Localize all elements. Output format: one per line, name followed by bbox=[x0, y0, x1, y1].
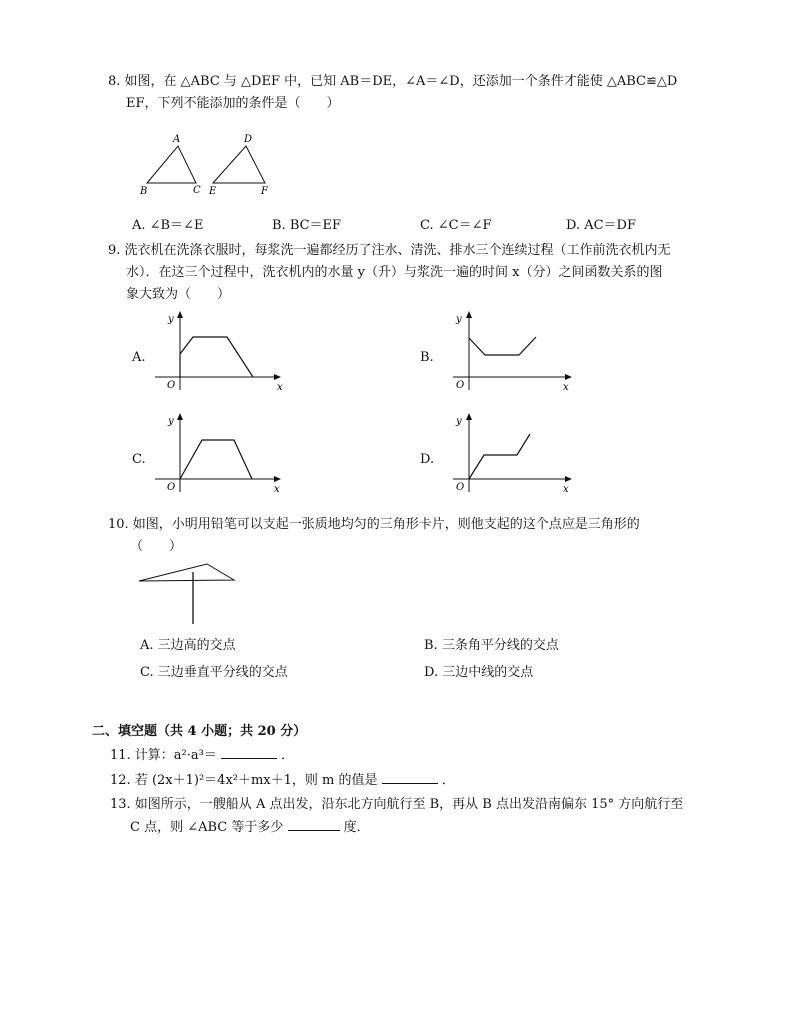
graph-b bbox=[448, 310, 578, 395]
triangle-def bbox=[213, 146, 265, 183]
q8-option-c[interactable]: C. ∠C＝∠F bbox=[420, 218, 492, 233]
q11-text: 11. 计算：a²·a³＝ bbox=[110, 748, 217, 763]
question-9 bbox=[108, 240, 708, 306]
q8-line1: 8. 如图，在 △ABC 与 △DEF 中，已知 AB＝DE，∠A＝∠D，还添加一个条件才能使 △ABC≌△D bbox=[108, 74, 678, 89]
q13-answer-blank[interactable] bbox=[288, 816, 340, 831]
graph-a-label[interactable]: A. bbox=[132, 350, 146, 365]
q9-line1: 9. 洗衣机在洗涤衣服时，每浆洗一遍都经历了注水、清洗、排水三个连续过程（工作前洗衣机内无 bbox=[108, 243, 671, 258]
graph-a-curve bbox=[180, 337, 253, 377]
triangle-card bbox=[139, 564, 234, 581]
q10-option-a[interactable]: A. 三边高的交点 bbox=[140, 638, 236, 653]
graph-d-label[interactable]: D. bbox=[420, 452, 435, 467]
svg-text:x: x bbox=[274, 484, 280, 495]
svg-text:O: O bbox=[456, 482, 465, 493]
svg-text:O: O bbox=[456, 380, 465, 391]
svg-text:x: x bbox=[563, 382, 569, 393]
q8-option-d[interactable]: D. AC＝DF bbox=[566, 218, 637, 233]
svg-text:x: x bbox=[277, 382, 283, 393]
q9-line3: 象大致为（ ） bbox=[126, 287, 231, 302]
q10-line1: 10. 如图，小明用铅笔可以支起一张质地均匀的三角形卡片，则他支起的这个点应是三角形的 bbox=[108, 517, 640, 532]
label-f: F bbox=[261, 186, 268, 197]
q8-option-b[interactable]: B. BC＝EF bbox=[272, 218, 342, 233]
label-d: D bbox=[244, 134, 253, 145]
question-12: 12. 若 (2x＋1)²＝4x²＋mx＋1，则 m 的值是 ． bbox=[110, 769, 710, 792]
graph-b-curve bbox=[469, 337, 536, 355]
question-10 bbox=[108, 514, 708, 558]
svg-text:y: y bbox=[456, 416, 462, 427]
svg-text:O: O bbox=[167, 380, 176, 391]
q10-option-c[interactable]: C. 三边垂直平分线的交点 bbox=[140, 665, 288, 680]
label-c: C bbox=[193, 185, 201, 196]
q11-answer-blank[interactable] bbox=[221, 744, 277, 759]
graph-c-curve bbox=[180, 440, 252, 479]
svg-text:O: O bbox=[167, 482, 176, 493]
label-e: E bbox=[209, 186, 217, 197]
q10-pencil-triangle-figure bbox=[135, 560, 245, 626]
graph-d-curve bbox=[469, 434, 530, 479]
graph-a bbox=[150, 310, 290, 395]
q8-option-a[interactable]: A. ∠B＝∠E bbox=[132, 218, 204, 233]
q8-line2: EF，下列不能添加的条件是（ ） bbox=[126, 96, 340, 111]
q8-triangles-figure bbox=[130, 128, 290, 198]
q13-line2: C 点，则 ∠ABC 等于多少 bbox=[130, 820, 284, 835]
question-11: 11. 计算：a²·a³＝ ． bbox=[110, 744, 710, 767]
q12-text: 12. 若 (2x＋1)²＝4x²＋mx＋1，则 m 的值是 bbox=[110, 773, 378, 788]
q12-answer-blank[interactable] bbox=[382, 769, 438, 784]
question-13: 13. 如图所示，一艘船从 A 点出发，沿东北方向航行至 B，再从 B 点出发沿南偏东 15° 方向航行至 C 点，则 ∠ABC 等于多少 度． bbox=[110, 794, 710, 839]
graph-c-label[interactable]: C. bbox=[132, 452, 146, 467]
q10-line2: （ ） bbox=[130, 539, 183, 554]
svg-text:y: y bbox=[168, 416, 174, 427]
svg-text:y: y bbox=[168, 314, 174, 325]
section-2-title: 二、填空题（共 4 小题；共 20 分） bbox=[92, 724, 307, 739]
q13-line1: 13. 如图所示，一艘船从 A 点出发，沿东北方向航行至 B，再从 B 点出发沿南偏东 15° 方向航行至 bbox=[110, 797, 684, 812]
svg-text:x: x bbox=[563, 484, 569, 495]
question-8 bbox=[108, 71, 708, 115]
label-b: B bbox=[140, 186, 148, 197]
triangle-abc bbox=[147, 146, 196, 183]
q9-line2: 水）．在这三个过程中，洗衣机内的水量 y（升）与浆洗一遍的时间 x（分）之间函数关系的图 bbox=[126, 265, 663, 280]
svg-text:y: y bbox=[456, 314, 462, 325]
graph-b-label[interactable]: B. bbox=[420, 350, 434, 365]
q10-option-b[interactable]: B. 三条角平分线的交点 bbox=[424, 638, 559, 653]
q10-option-d[interactable]: D. 三边中线的交点 bbox=[424, 665, 534, 680]
graph-c bbox=[150, 412, 290, 497]
graph-d bbox=[448, 412, 578, 497]
label-a: A bbox=[173, 134, 181, 145]
